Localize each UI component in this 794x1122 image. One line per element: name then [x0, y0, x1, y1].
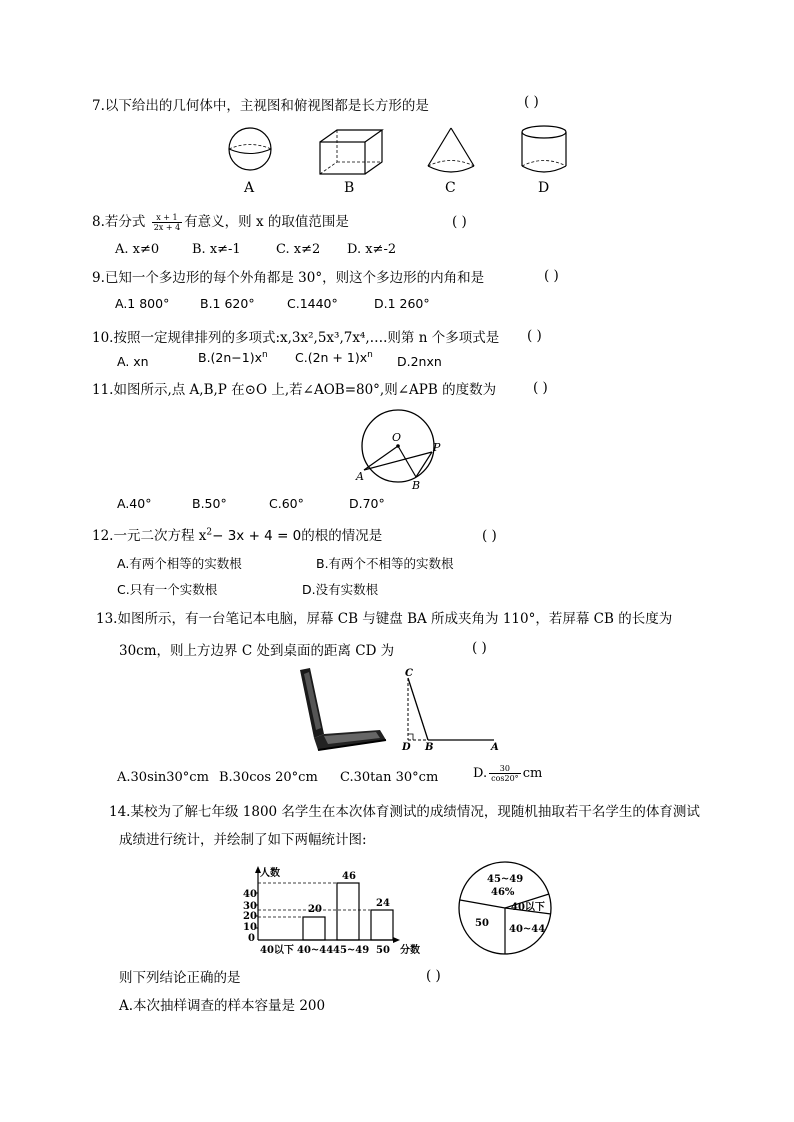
q14-pie-label-50: 50	[475, 918, 489, 929]
q14-bar-chart	[238, 864, 438, 956]
q9-option-b: B.1 620°	[200, 296, 255, 311]
q12-stem-exp: 2	[206, 527, 213, 538]
q13-geometry-figure	[396, 664, 506, 754]
q9-option-c: C.1440°	[287, 296, 338, 311]
q7-solids-figure	[220, 122, 580, 197]
q13-option-d-denominator: cos20°	[491, 774, 519, 783]
q14-bar-ytick-40: 40	[243, 889, 257, 900]
q14-option-a: A.本次抽样调查的样本容量是 200	[119, 998, 326, 1014]
q9-option-d: D.1 260°	[374, 296, 430, 311]
q11-option-b: B.50°	[192, 496, 227, 511]
laptop-icon	[296, 664, 392, 754]
q8-option-a: A. x≠0	[115, 242, 160, 257]
q13-label-c: C	[405, 668, 413, 679]
q10-option-d: D.2nxn	[397, 354, 442, 369]
q13-label-b: B	[425, 742, 434, 753]
q11-label-b: B	[412, 479, 421, 492]
q11-label-p: P	[433, 441, 441, 454]
q14-bar-cat-50: 50	[376, 945, 390, 956]
q8-option-c: C. x≠2	[276, 242, 321, 257]
q14-bar-cat-45-49: 45~49	[333, 945, 370, 956]
q14-bar-50	[371, 910, 393, 940]
q11-option-a: A.40°	[117, 496, 152, 511]
q14-bar-cat-40-44: 40~44	[297, 945, 334, 956]
q12-option-d: D.没有实数根	[302, 582, 379, 597]
q12-stem	[92, 524, 382, 544]
q13-option-c: C.30tan 30°cm	[340, 770, 439, 785]
q14-pie-label-40-44: 40~44	[509, 924, 546, 935]
q13-option-b: B.30cos 20°cm	[219, 770, 318, 785]
q11-segment-oa	[364, 446, 398, 470]
q14-bar-ytick-20: 20	[243, 911, 257, 922]
sphere-icon	[229, 128, 271, 170]
q7-label-a: A	[244, 180, 255, 196]
q12-answer-paren: ( )	[482, 528, 497, 544]
q13-option-d	[473, 764, 542, 783]
q13-option-d-numerator: 30	[489, 764, 521, 774]
q14-bar-40-44	[303, 917, 325, 940]
q8-fraction-denominator: 2x + 4	[153, 223, 181, 232]
q10-option-b-base: B.(2n−1)x	[198, 350, 263, 366]
q14-pie-label-45-49: 45~49	[487, 874, 524, 885]
q14-bar-label-24: 24	[376, 898, 390, 909]
q10-option-a: A. xn	[117, 354, 149, 369]
q13-label-a: A	[491, 742, 499, 753]
q13-option-a: A.30sin30°cm	[117, 770, 209, 785]
cuboid-icon	[320, 130, 382, 174]
q14-pie-label-46pct: 46%	[491, 887, 515, 898]
q14-bar-label-46: 46	[342, 871, 356, 882]
q14-bar-x-arrow	[393, 937, 400, 943]
q14-answer-paren: ( )	[426, 968, 441, 984]
q13-answer-paren: ( )	[472, 640, 487, 656]
q9-answer-paren: ( )	[544, 268, 559, 284]
q11-answer-paren: ( )	[533, 380, 548, 396]
q8-fraction-numerator: x + 1	[152, 213, 182, 223]
q11-circle-figure	[350, 408, 450, 492]
q14-bar-ytick-0: 0	[248, 933, 255, 944]
q14-stem-line2: 成绩进行统计，并绘制了如下两幅统计图:	[119, 832, 367, 848]
q13-right-angle-mark	[408, 734, 413, 740]
q10-stem: 10.按照一定规律排列的多项式:x,3x²,5x³,7x⁴,….则第 n 个多项式是	[92, 330, 500, 346]
q13-option-d-prefix: D.	[473, 766, 488, 781]
q13-option-d-fraction	[489, 764, 521, 783]
q10-option-b	[198, 350, 268, 365]
q10-option-c	[295, 350, 373, 365]
q14-bar-45-49	[337, 883, 359, 940]
q11-segment-ob	[398, 446, 416, 477]
q11-option-c: C.60°	[269, 496, 304, 511]
q7-label-b: B	[344, 180, 355, 196]
q8-fraction	[152, 213, 182, 232]
q13-segment-cb	[408, 678, 428, 740]
q8-option-d: D. x≠-2	[347, 242, 397, 257]
q12-stem-part1: 12.一元二次方程 x	[92, 528, 207, 544]
cylinder-icon	[522, 126, 566, 172]
q12-option-b: B.有两个不相等的实数根	[316, 556, 454, 571]
q13-label-d: D	[402, 742, 411, 753]
cone-icon	[428, 128, 474, 172]
q11-label-o: O	[392, 431, 402, 444]
q7-stem: 7.以下给出的几何体中，主视图和俯视图都是长方形的是	[92, 98, 429, 114]
q14-bar-y-title: 人数	[260, 868, 280, 879]
q14-bar-ytick-10: 10	[243, 922, 257, 933]
q9-stem: 9.已知一个多边形的每个外角都是 30°，则这个多边形的内角和是	[92, 270, 485, 286]
q8-stem	[92, 210, 349, 232]
q11-label-a: A	[356, 470, 364, 483]
q8-stem-part2: 有意义，则 x 的取值范围是	[184, 214, 349, 230]
q14-bar-cat-below40: 40以下	[260, 945, 294, 956]
q11-option-d: D.70°	[349, 496, 385, 511]
q8-option-b: B. x≠-1	[192, 242, 241, 257]
q14-bar-x-title: 分数	[400, 945, 420, 956]
q13-stem-line1: 13.如图所示，有一台笔记本电脑，屏幕 CB 与键盘 BA 所成夹角为 110°，若屏幕 CB 的长度为	[96, 611, 673, 627]
q9-option-a: A.1 800°	[115, 296, 170, 311]
q13-option-d-unit: cm	[522, 766, 543, 781]
q14-pie-chart	[453, 858, 557, 958]
q8-answer-paren: ( )	[452, 214, 467, 230]
q10-option-c-exp: n	[367, 350, 373, 360]
q14-pie-label-below40: 40以下	[511, 902, 545, 913]
q12-option-a: A.有两个相等的实数根	[117, 556, 242, 571]
q10-answer-paren: ( )	[527, 328, 542, 344]
q7-label-c: C	[445, 180, 456, 196]
q12-stem-part2: − 3x + 4 = 0的根的情况是	[212, 528, 383, 544]
q14-stem-line1: 14.某校为了解七年级 1800 名学生在本次体育测试的成绩情况，现随机抽取若干名学生的体育测试	[109, 804, 700, 820]
q13-stem-line2: 30cm，则上方边界 C 处到桌面的距离 CD 为	[119, 643, 395, 659]
q14-bar-ytick-30: 30	[243, 901, 257, 912]
q10-option-b-exp: n	[262, 350, 268, 360]
q12-option-c: C.只有一个实数根	[117, 582, 218, 597]
q7-answer-paren: ( )	[524, 94, 539, 110]
q7-label-d: D	[538, 180, 550, 196]
q14-bar-label-20: 20	[308, 904, 322, 915]
q11-stem: 11.如图所示,点 A,B,P 在⊙O 上,若∠AOB=80°,则∠APB 的度数为	[92, 382, 497, 398]
q10-option-c-base: C.(2n + 1)x	[295, 350, 368, 366]
q14-conclusion-prompt: 则下列结论正确的是	[119, 970, 241, 986]
q8-stem-part1: 8.若分式	[92, 214, 146, 230]
q14-pie-divider-1	[460, 900, 505, 908]
